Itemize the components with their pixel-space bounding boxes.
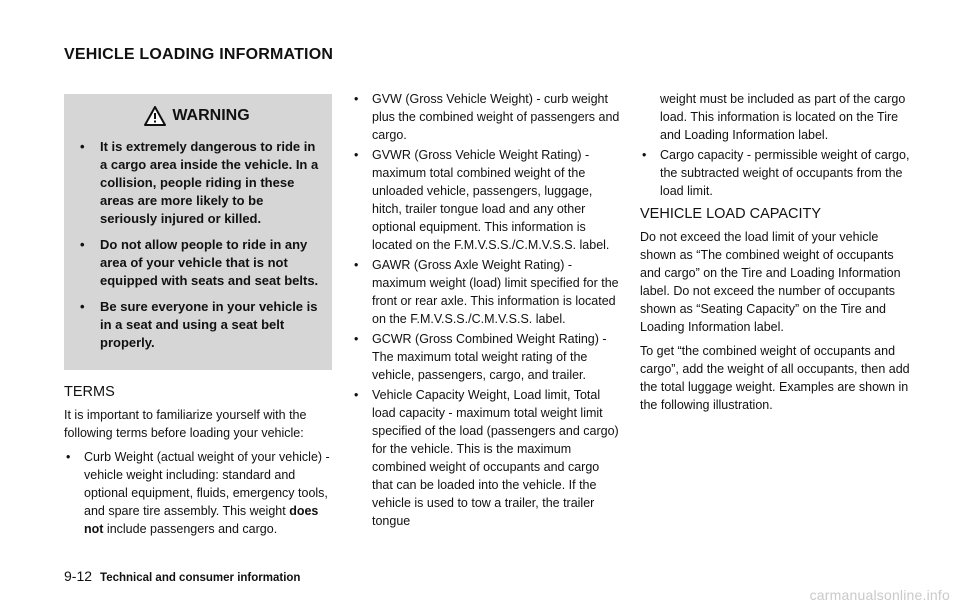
warning-list bbox=[74, 138, 320, 352]
curb-weight-emphasis: does not bbox=[84, 504, 319, 536]
column-3 bbox=[640, 90, 910, 420]
watermark: carmanualsonline.info bbox=[809, 587, 950, 603]
warning-item: • Do not allow people to ride in any area of your vehicle that is not equipped with seats and seat belts. bbox=[74, 236, 320, 290]
terms-list-3 bbox=[640, 90, 910, 200]
term-cargo-capacity: • Cargo capacity - permissible weight of cargo, the subtracted weight of occupants from the load limit. bbox=[640, 146, 910, 200]
term-gcwr: • GCWR (Gross Combined Weight Rating) - The maximum total weight rating of the vehicle, passengers, cargo, and trailer. bbox=[352, 330, 620, 384]
page-number: 9-12 bbox=[64, 568, 93, 584]
chapter-title: Technical and consumer information bbox=[100, 572, 301, 584]
column-1 bbox=[64, 90, 332, 540]
term-vehicle-capacity-cont: weight must be included as part of the cargo load. This information is located on the Tire and Loading Information label. bbox=[660, 92, 906, 142]
warning-item: • It is extremely dangerous to ride in a cargo area inside the vehicle. In a collision, people riding in these areas are more likely to be seriously injured or killed. bbox=[74, 138, 320, 228]
terms-intro: It is important to familiarize yourself with the following terms before loading your vehicle: bbox=[64, 408, 307, 440]
term-gvw: • GVW (Gross Vehicle Weight) - curb weight plus the combined weight of passengers and cargo. bbox=[352, 90, 620, 144]
warning-title: WARNING bbox=[172, 107, 250, 124]
load-capacity-para-1: Do not exceed the load limit of your vehicle shown as “The combined weight of occupants and cargo” on the Tire and Loading Information label. Do not exceed the number of occupants shown as “Seating Capacity” on the Tire and Loading Information label. bbox=[640, 230, 901, 334]
warning-triangle-icon bbox=[144, 106, 166, 126]
warning-box bbox=[64, 94, 332, 370]
section-title: VEHICLE LOADING INFORMATION bbox=[64, 46, 334, 63]
warning-item: • Be sure everyone in your vehicle is in a seat and using a seat belt properly. bbox=[74, 298, 320, 352]
curb-weight-text-end: include passengers and cargo. bbox=[103, 522, 278, 536]
terms-list-1 bbox=[64, 448, 332, 538]
load-capacity-heading: VEHICLE LOAD CAPACITY bbox=[640, 206, 822, 222]
term-gvwr: • GVWR (Gross Vehicle Weight Rating) - maximum total combined weight of the unloaded vehicle, passengers, luggage, hitch, trailer tongue load and any other optional equipment. This information is located on the F.M.V.S.S./C.M.V.S.S. label. bbox=[352, 146, 620, 254]
terms-heading: TERMS bbox=[64, 384, 115, 400]
load-capacity-para-2: To get “the combined weight of occupants and cargo”, add the weight of all occupants, then add the total luggage weight. Examples are shown in the following illustration. bbox=[640, 344, 910, 412]
warning-header bbox=[74, 106, 320, 126]
term-vehicle-capacity: • Vehicle Capacity Weight, Load limit, Total load capacity - maximum total weight limit specified of the load (passengers and cargo) for the vehicle. This is the maximum combined weight of occupants and cargo that can be loaded into the vehicle. If the vehicle is used to tow a trailer, the trailer tongue bbox=[352, 386, 620, 530]
terms-list-2 bbox=[352, 90, 620, 530]
term-gawr: • GAWR (Gross Axle Weight Rating) - maximum weight (load) limit specified for the front or rear axle. This information is located on the F.M.V.S.S./C.M.V.S.S. label. bbox=[352, 256, 620, 328]
page-footer bbox=[64, 568, 300, 584]
term-curb-weight bbox=[64, 448, 332, 538]
column-2 bbox=[352, 90, 620, 532]
curb-weight-text: Curb Weight (actual weight of your vehicle) - vehicle weight including: standard and optional equipment, fluids, emergency tools, and spare tire assembly. This weight bbox=[84, 450, 330, 518]
